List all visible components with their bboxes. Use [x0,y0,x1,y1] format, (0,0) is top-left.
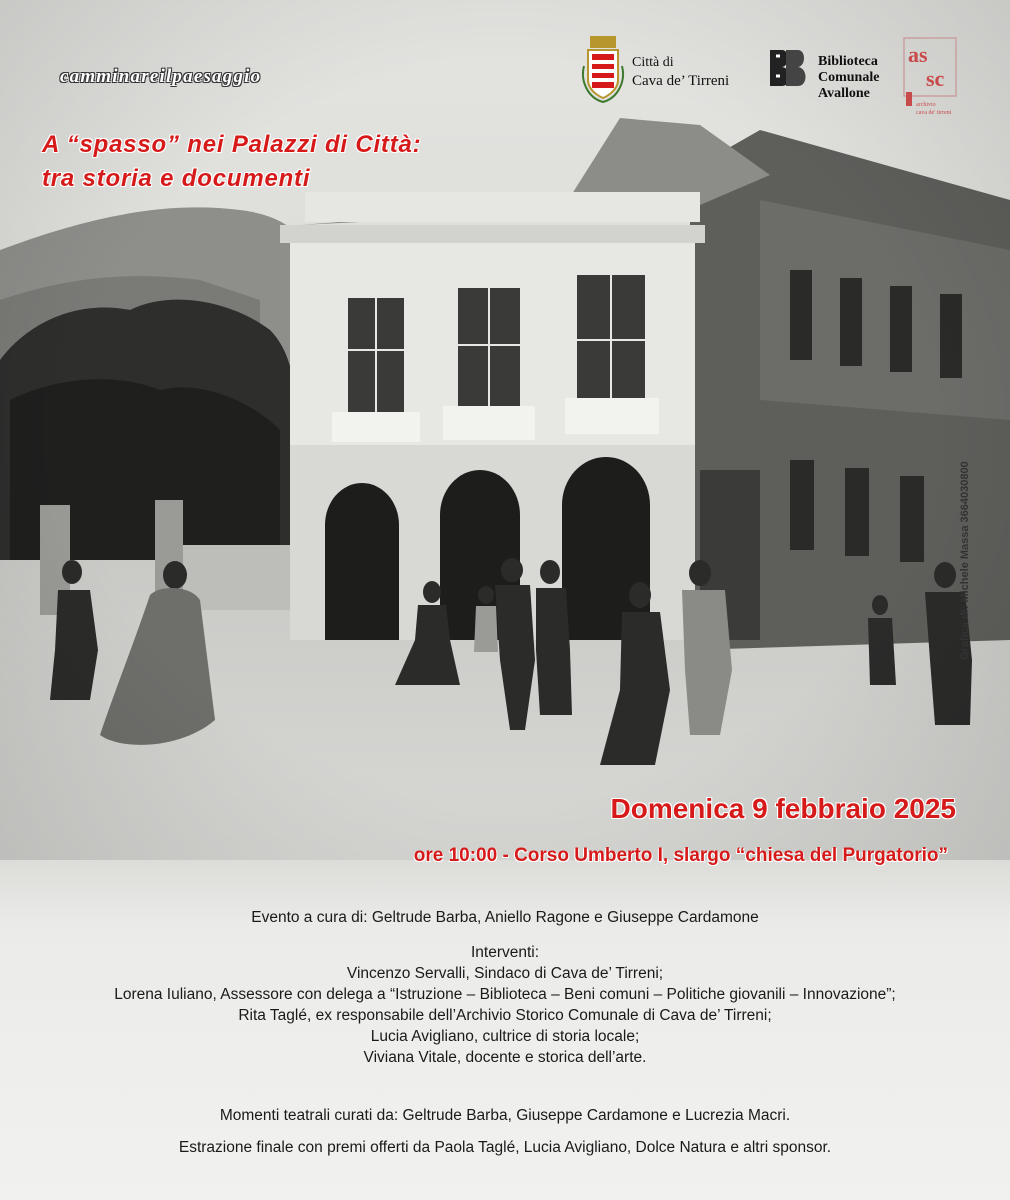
city-logo-line-2: Cava de’ Tirreni [632,73,730,89]
organizers: Evento a cura di: Geltrude Barba, Aniello Ragone e Giuseppe Cardamone [251,909,759,926]
library-logo-line-3: Avallone [818,86,870,101]
library-logo-line-2: Comunale [818,70,880,85]
event-title [42,128,421,196]
archive-logo-icon [902,36,958,118]
speaker-item: Lucia Avigliano, cultrice di storia locale; [370,1028,640,1045]
raffle-note: Estrazione finale con premi offerti da Paola Taglé, Lucia Avigliano, Dolce Natura e altri sponsor. [178,1139,832,1156]
photo-credit-text: Grafica di: Michele Massa 3664030800 [959,461,971,660]
event-title-line-2: tra storia e documenti [42,165,311,192]
event-title-line-1: A “spasso” nei Palazzi di Città: [42,131,422,158]
speaker-item: Vincenzo Servalli, Sindaco di Cava de’ Tirreni; [346,965,664,982]
city-logo-text [632,54,729,90]
theatre-credits: Momenti teatrali curati da: Geltrude Barba, Giuseppe Cardamone e Lucrezia Macri. [219,1107,791,1124]
speakers-heading: Interventi: [470,944,540,961]
city-crest-icon [580,36,626,106]
event-time-place: ore 10:00 - Corso Umberto I, slargo “chiesa del Purgatorio” [413,845,948,866]
logos-bar [580,36,980,126]
svg-text:archivio: archivio [916,102,936,108]
library-logo-line-1: Biblioteca [818,54,878,69]
series-brand: camminareilpaesaggio [60,66,262,87]
library-logo-text [818,54,879,102]
speakers-list [0,963,1010,1068]
svg-text:cava de' tirreni: cava de' tirreni [916,110,952,116]
speaker-item: Rita Taglé, ex responsabile dell’Archivio Storico Comunale di Cava de’ Tirreni; [238,1007,772,1024]
photo-credit [948,440,978,660]
svg-text:as: as [908,42,928,67]
event-date: Domenica 9 febbraio 2025 [610,793,956,824]
speaker-item: Lorena Iuliano, Assessore con delega a “Istruzione – Biblioteca – Beni comuni – Politiche giovanili – Innovazione”; [114,986,896,1003]
svg-text:sc: sc [926,66,945,91]
city-logo-line-1: Città di [632,55,674,70]
library-b-icon [766,48,810,88]
speaker-item: Viviana Vitale, docente e storica dell’arte. [363,1049,647,1066]
